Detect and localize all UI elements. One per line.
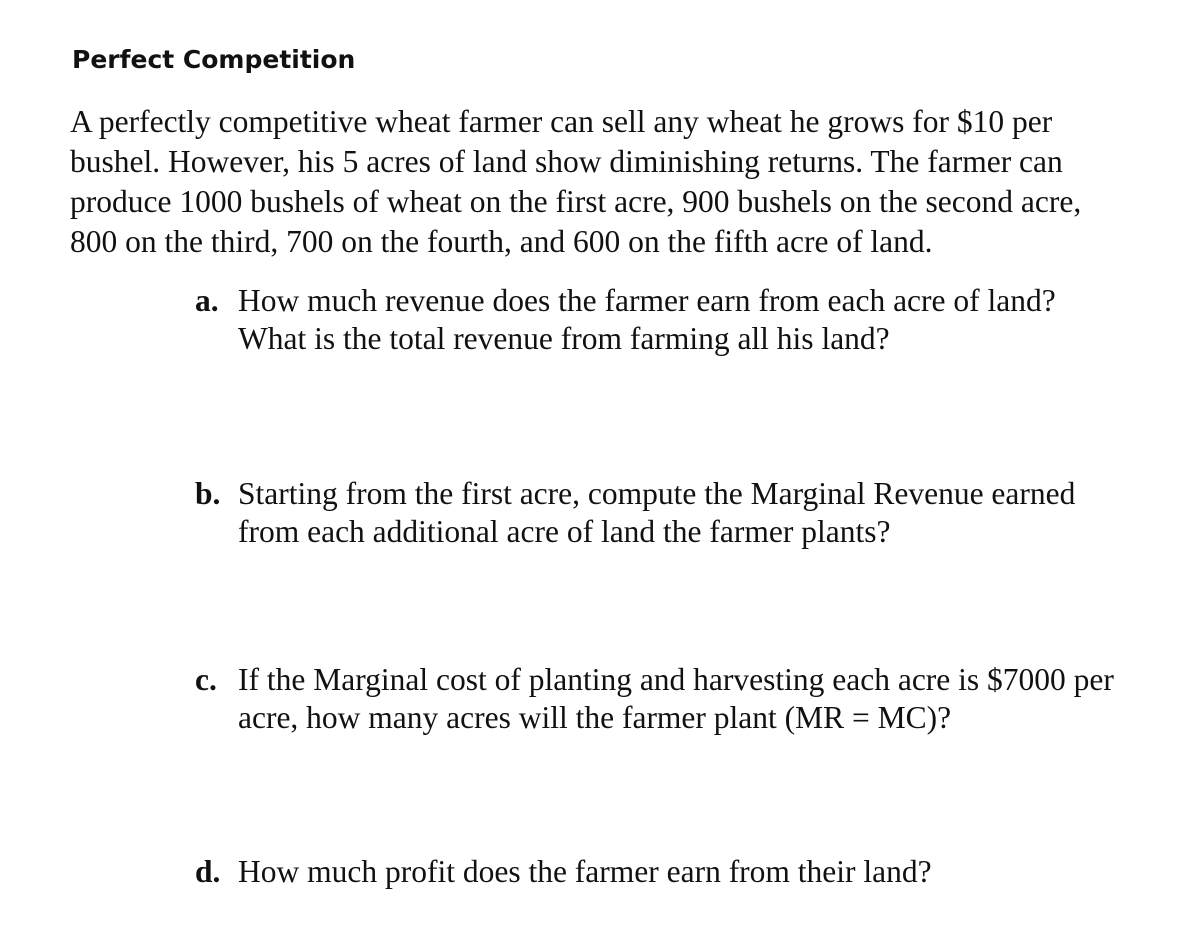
- question-text: [238, 661, 1175, 737]
- question-a: [195, 282, 1175, 358]
- problem-statement-line: 800 on the third, 700 on the fourth, and 600 on the fifth acre of land.: [70, 224, 933, 259]
- question-text: [238, 853, 1175, 891]
- question-line: from each additional acre of land the farmer plants?: [238, 514, 891, 549]
- question-letter: d.: [195, 854, 221, 889]
- problem-statement-line: produce 1000 bushels of wheat on the first acre, 900 bushels on the second acre,: [70, 184, 1082, 219]
- problem-statement-line: A perfectly competitive wheat farmer can sell any wheat he grows for $10 per: [70, 104, 1053, 139]
- question-letter: c.: [195, 662, 217, 697]
- question-text: [238, 475, 1175, 551]
- question-text: [238, 282, 1175, 358]
- question-b: [195, 475, 1175, 551]
- question-line: How much profit does the farmer earn from their land?: [238, 854, 932, 889]
- question-line: If the Marginal cost of planting and harvesting each acre is $7000 per: [238, 662, 1114, 697]
- question-c: [195, 661, 1175, 737]
- question-line: Starting from the first acre, compute the Marginal Revenue earned: [238, 476, 1076, 511]
- problem-statement: [70, 102, 1170, 262]
- question-letter: b.: [195, 476, 221, 511]
- problem-statement-line: bushel. However, his 5 acres of land show diminishing returns. The farmer can: [70, 144, 1063, 179]
- page-title: Perfect Competition: [72, 45, 356, 74]
- question-line: How much revenue does the farmer earn from each acre of land?: [238, 283, 1056, 318]
- question-letter: a.: [195, 283, 219, 318]
- question-d: [195, 853, 1175, 891]
- question-line: acre, how many acres will the farmer plant (MR = MC)?: [238, 700, 952, 735]
- question-line: What is the total revenue from farming all his land?: [238, 321, 890, 356]
